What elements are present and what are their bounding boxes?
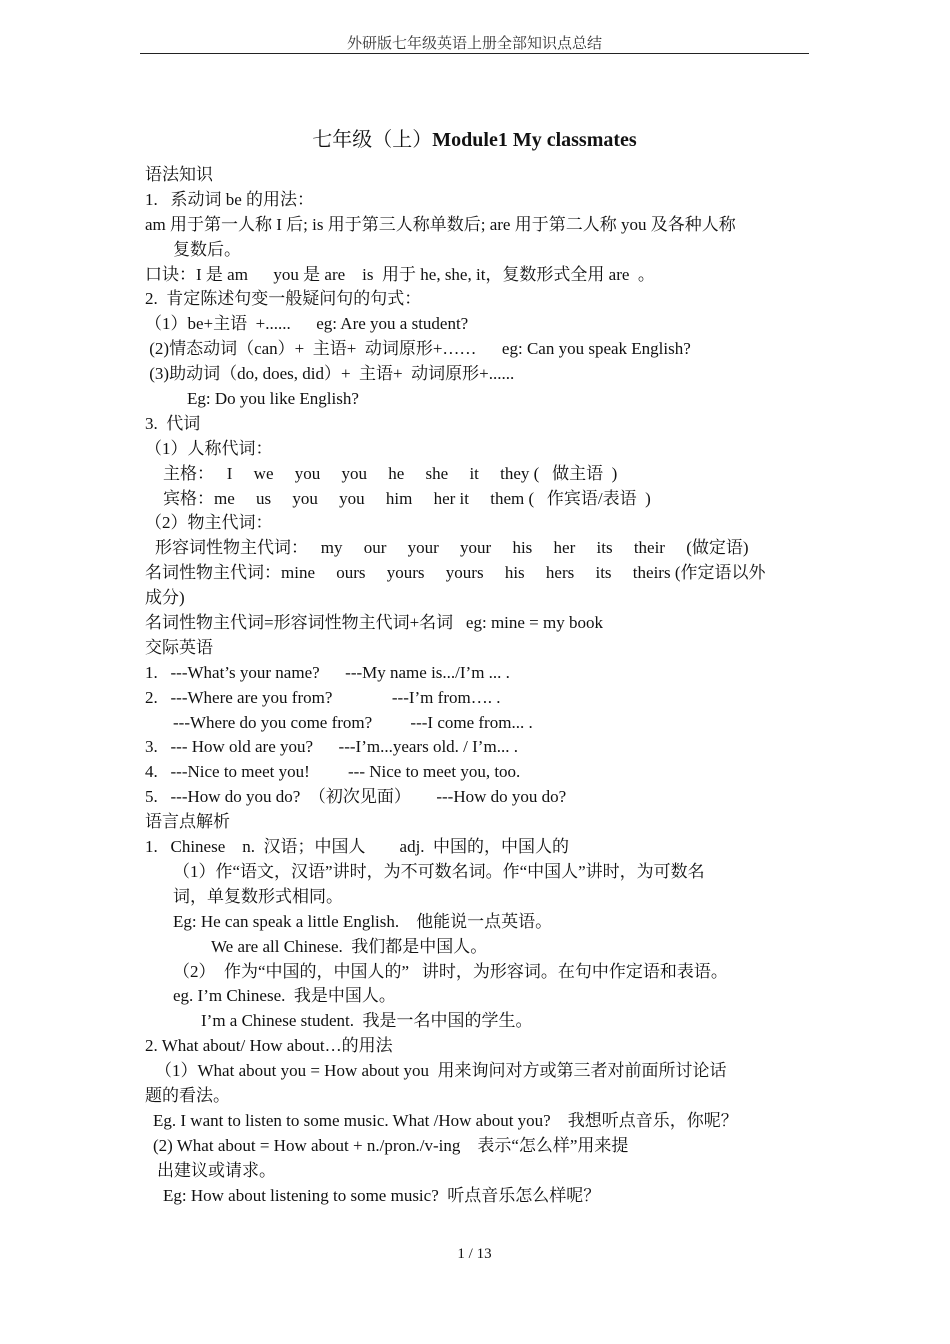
text-line: 5. ---How do you do? （初次见面） ---How do you do?: [145, 787, 567, 807]
text-line: 出建议或请求。: [157, 1160, 276, 1180]
page-header: 外研版七年级英语上册全部知识点总结: [346, 34, 602, 52]
text-line: （1）人称代词：: [145, 438, 273, 458]
text-line: 主格： I we you you he she it they ( 做主语 ): [163, 463, 618, 483]
page-title: [140, 123, 809, 152]
text-line: （2）物主代词：: [145, 513, 273, 533]
text-line: 复数后。: [173, 239, 241, 259]
text-line: 2. What about/ How about…的用法: [145, 1036, 393, 1056]
text-line: 2. ---Where are you from? ---I’m from…. .: [145, 687, 501, 707]
text-line: 词，单复数形式相同。: [173, 886, 343, 906]
text-line: 题的看法。: [145, 1085, 230, 1105]
header-divider: [140, 53, 809, 54]
text-line: I’m a Chinese student. 我是一名中国的学生。: [201, 1011, 533, 1031]
text-line: （2） 作为“中国的，中国人的” 讲时，为形容词。在句中作定语和表语。: [173, 961, 728, 981]
text-line: 3. 代词: [145, 413, 201, 433]
text-line: （1）What about you = How about you 用来询问对方或第三者对前面所讨论话: [155, 1061, 727, 1081]
text-line: Eg: Do you like English?: [187, 389, 359, 409]
section-heading: 交际英语: [145, 637, 213, 657]
text-line: 4. ---Nice to meet you! --- Nice to meet you, too.: [145, 762, 521, 782]
text-line: 1. ---What’s your name? ---My name is.../I’m ... .: [145, 662, 510, 682]
text-line: eg. I’m Chinese. 我是中国人。: [173, 986, 396, 1006]
text-line: 名词性物主代词=形容词性物主代词+名词 eg: mine = my book: [145, 613, 603, 633]
text-line: 2. 肯定陈述句变一般疑问句的句式：: [145, 289, 422, 309]
text-line: ---Where do you come from? ---I come from... .: [173, 712, 533, 732]
text-line: 成分): [145, 588, 185, 608]
section-heading: 语言点解析: [145, 812, 230, 832]
text-line: 名词性物主代词：mine ours yours yours his hers its theirs (作定语以外: [145, 563, 766, 583]
section-heading: 语法知识: [145, 165, 213, 184]
title-chinese: 七年级（上）: [312, 127, 433, 151]
page-number: 1 / 13: [457, 1246, 492, 1262]
text-line: 1. Chinese n. 汉语；中国人 adj. 中国的，中国人的: [145, 837, 570, 857]
text-line: 宾格：me us you you him her it them ( 作宾语/表语 ): [163, 488, 651, 508]
text-line: (3)助动词（do, does, did）+ 主语+ 动词原形+......: [145, 364, 515, 384]
text-line: (2)情态动词（can）+ 主语+ 动词原形+…… eg: Can you speak English?: [145, 339, 691, 359]
document-body: [145, 163, 809, 1208]
text-line: 1. 系动词 be 的用法：: [145, 189, 315, 209]
text-line: （1）作“语文，汉语”讲时，为不可数名词。作“中国人”讲时，为可数名: [173, 861, 705, 881]
text-line: am 用于第一人称 I 后; is 用于第三人称单数后; are 用于第二人称 you 及各种人称: [145, 214, 736, 234]
text-line: 3. --- How old are you? ---I’m...years old. / I’m... .: [145, 737, 518, 757]
text-line: Eg. I want to listen to some music. What /How about you? 我想听点音乐，你呢？: [153, 1110, 738, 1130]
text-line: 口诀：I 是 am you 是 are is 用于 he, she, it，复数形式全用 are 。: [145, 264, 655, 284]
text-line: We are all Chinese. 我们都是中国人。: [211, 936, 488, 956]
title-english: Module1 My classmates: [432, 129, 637, 151]
text-line: 形容词性物主代词： my our your your his her its their (做定语): [155, 538, 749, 558]
text-line: Eg: He can speak a little English. 他能说一点英语。: [173, 911, 553, 931]
text-line: （1）be+主语 +...... eg: Are you a student?: [145, 314, 469, 334]
text-line: Eg: How about listening to some music? 听点音乐怎么样呢？: [163, 1185, 601, 1205]
text-line: (2) What about = How about + n./pron./v-ing 表示“怎么样”用来提: [153, 1135, 629, 1155]
